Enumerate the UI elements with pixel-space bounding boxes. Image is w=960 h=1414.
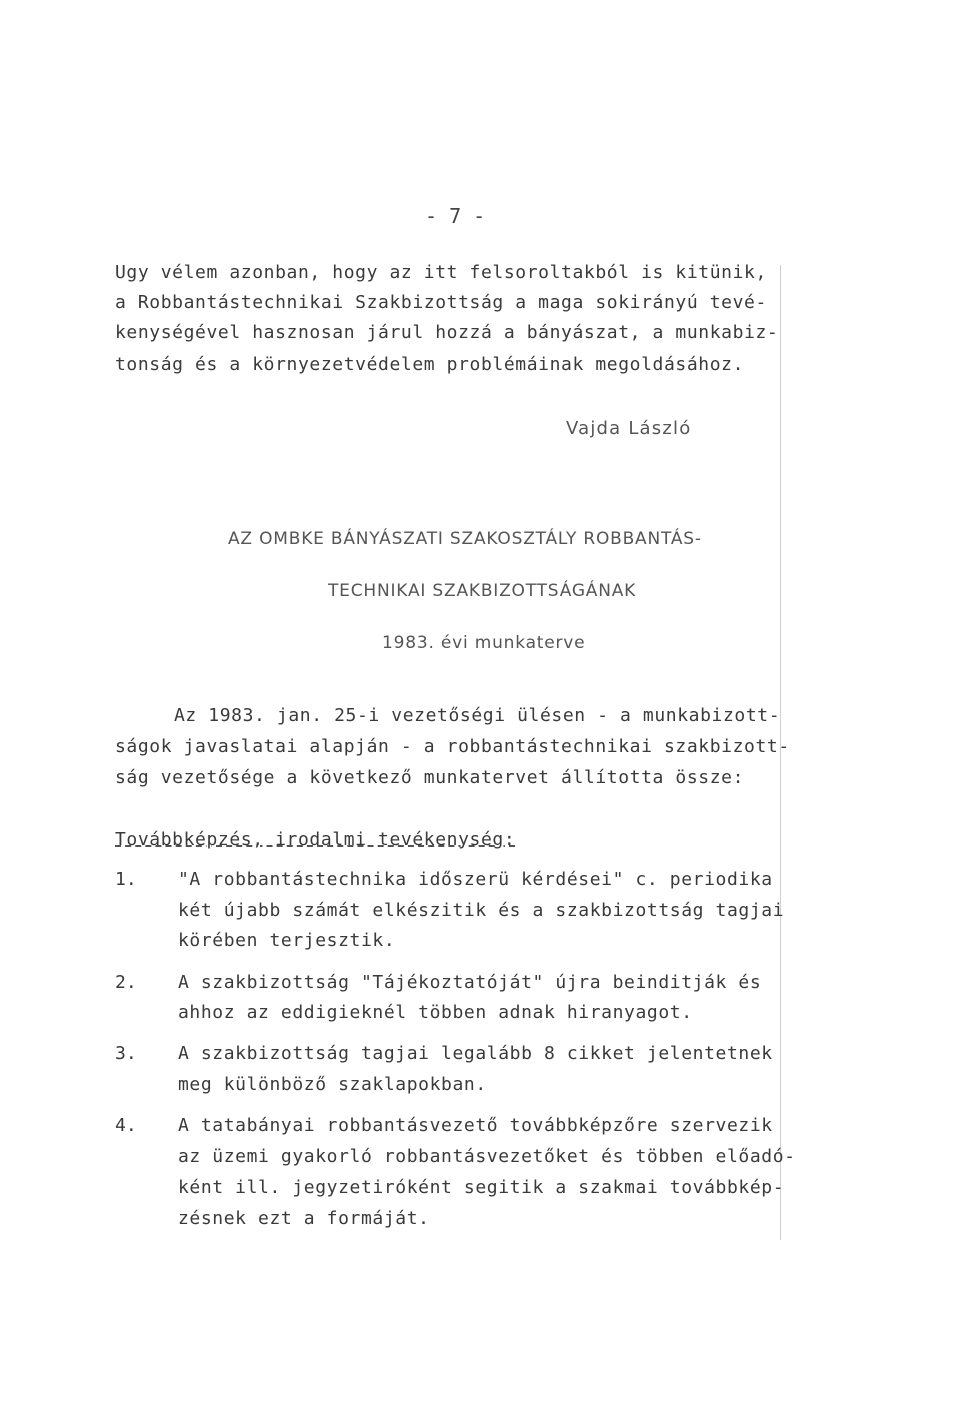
intro-line: kenységével hasznosan járul hozzá a bányászat, a munkabiz- xyxy=(115,322,779,343)
item-line: meg különböző szaklapokban. xyxy=(178,1074,487,1095)
signature: Vajda László xyxy=(566,418,692,439)
item-line: két újabb számát elkészitik és a szakbizottság tagjai xyxy=(178,900,785,921)
paragraph-line: ságok javaslatai alapján - a robbantástechnikai szakbizott- xyxy=(115,736,790,757)
item-number: 2. xyxy=(115,972,137,993)
item-line: "A robbantástechnika időszerü kérdései" c. periodika xyxy=(178,869,773,890)
item-line: zésnek ezt a formáját. xyxy=(178,1208,430,1229)
heading-line-1: AZ OMBKE BÁNYÁSZATI SZAKOSZTÁLY ROBBANTÁS- xyxy=(228,529,702,549)
item-number: 1. xyxy=(115,869,137,890)
item-line: ahhoz az eddigieknél többen adnak hiranyagot. xyxy=(178,1002,693,1023)
item-number: 4. xyxy=(115,1115,137,1136)
page-number: - 7 - xyxy=(425,204,486,228)
heading-line-2: TECHNIKAI SZAKBIZOTTSÁGÁNAK xyxy=(328,581,637,601)
section-title: Továbbképzés, irodalmi tevékenység: xyxy=(115,829,516,850)
intro-line: Ugy vélem azonban, hogy az itt felsoroltakból is kitünik, xyxy=(115,262,767,283)
item-number: 3. xyxy=(115,1043,137,1064)
item-line: az üzemi gyakorló robbantásvezetőket és többen előadó- xyxy=(178,1146,796,1167)
item-line: A szakbizottság tagjai legalább 8 cikket jelentetnek xyxy=(178,1043,773,1064)
item-line: ként ill. jegyzetiróként segitik a szakmai továbbkép- xyxy=(178,1177,785,1198)
item-line: körében terjesztik. xyxy=(178,930,396,951)
heading-line-3: 1983. évi munkaterve xyxy=(382,633,586,653)
intro-line: a Robbantástechnikai Szakbizottság a maga sokirányú tevé- xyxy=(115,292,767,313)
paragraph-line: ság vezetősége a következő munkatervet állította össze: xyxy=(115,767,745,788)
item-line: A tatabányai robbantásvezető továbbképzőre szervezik xyxy=(178,1115,773,1136)
paragraph-line: Az 1983. jan. 25-i vezetőségi ülésen - a munkabizott- xyxy=(174,705,781,726)
intro-line: tonság és a környezetvédelem problémáinak megoldásához. xyxy=(115,354,745,375)
item-line: A szakbizottság "Tájékoztatóját" újra beinditják és xyxy=(178,972,762,993)
